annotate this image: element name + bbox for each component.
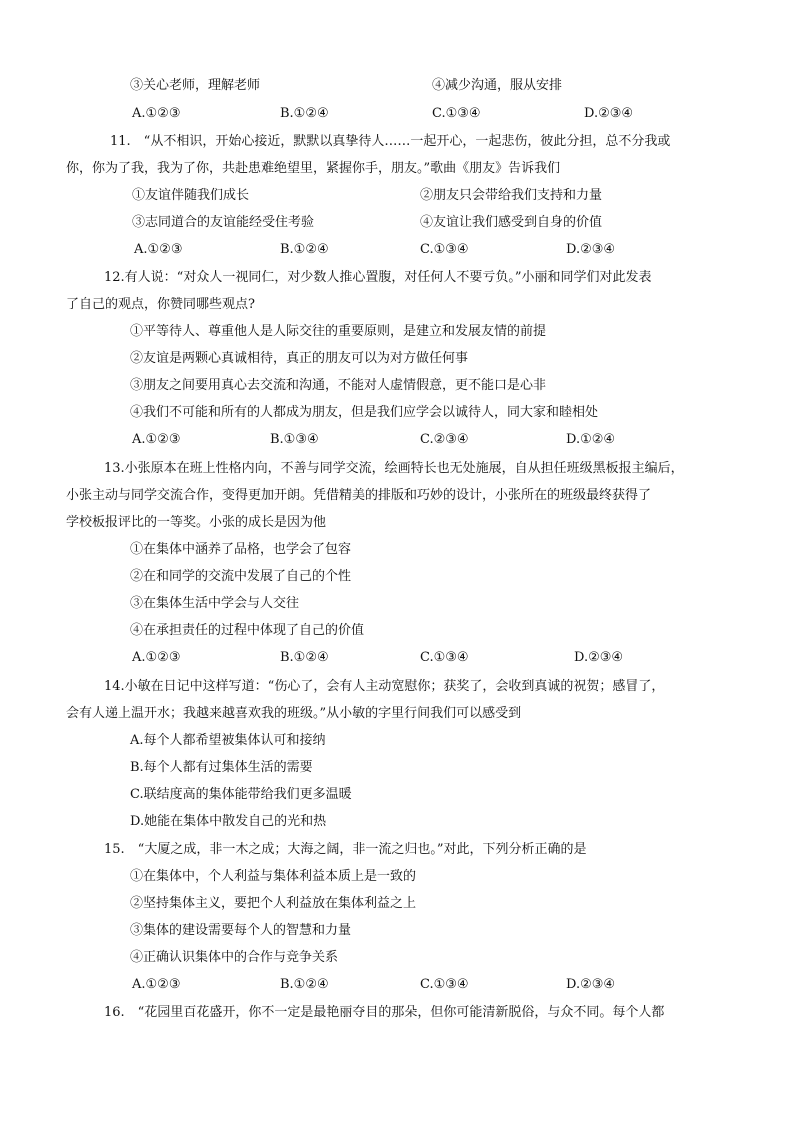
q10-option-d: D.②③④ [584,106,634,121]
q11-statement-1: ①友谊伴随我们成长 [132,188,250,203]
q13-stem-line-2: 小张主动与同学交流合作，变得更加开朗。凭借精美的排版和巧妙的设计，小张所在的班级最终获得了 [66,488,652,503]
q11-statement-2: ②朋友只会带给我们支持和力量 [420,188,603,203]
q13-option-a: A.①②③ [132,650,181,665]
q11-option-b: B.①②④ [280,242,329,257]
q12-option-c: C.②③④ [420,432,469,447]
q10-statement-3: ③关心老师，理解老师 [130,78,261,93]
q13-stem-line-1: 13.小张原本在班上性格内向，不善与同学交流，绘画特长也无处施展，自从担任班级黑板报主编后， [104,461,684,476]
q15-stem-line-1: 15. “大厦之成，非一木之成；大海之阔，非一流之归也。”对此，下列分析正确的是 [104,842,587,857]
q12-statement-1: ①平等待人、尊重他人是人际交往的重要原则，是建立和发展友情的前提 [130,324,547,339]
q14-choice-d: D.她能在集体中散发自己的光和热 [130,814,327,829]
q15-statement-3: ③集体的建设需要每个人的智慧和力量 [130,923,352,938]
q10-option-a: A.①②③ [132,106,181,121]
q10-option-b: B.①②④ [280,106,329,121]
q10-option-c: C.①③④ [432,106,481,121]
q11-option-d: D.②③④ [566,242,616,257]
q14-choice-a: A.每个人都希望被集体认可和接纳 [130,733,326,748]
q13-option-c: C.①③④ [420,650,469,665]
q12-statement-2: ②友谊是两颗心真诚相待，真正的朋友可以为对方做任何事 [130,351,469,366]
q14-choice-b: B.每个人都有过集体生活的需要 [130,760,313,775]
q12-statement-4: ④我们不可能和所有的人都成为朋友，但是我们应学会以诚待人，同大家和睦相处 [130,405,599,420]
q12-option-d: D.①②④ [566,432,616,447]
q12-stem-line-2: 了自己的观点，你赞同哪些观点? [66,297,255,312]
q12-option-a: A.①②③ [132,432,181,447]
q15-option-c: C.①③④ [420,977,469,992]
q15-statement-1: ①在集体中，个人利益与集体利益本质上是一致的 [130,869,417,884]
q15-option-d: D.②③④ [566,977,616,992]
q15-statement-2: ②坚持集体主义，要把个人利益放在集体利益之上 [130,896,417,911]
q15-option-a: A.①②③ [132,977,181,992]
q11-stem-line-2: 你，你为了我，我为了你，共赴患难绝望里，紧握你手，朋友。”歌曲《朋友》告诉我们 [66,161,561,176]
q11-statement-4: ④友谊让我们感受到自身的价值 [420,215,603,230]
q15-statement-4: ④正确认识集体中的合作与竞争关系 [130,950,339,965]
q12-option-b: B.①③④ [270,432,319,447]
q14-choice-c: C.联结度高的集体能带给我们更多温暖 [130,787,352,802]
q15-option-b: B.①②④ [280,977,329,992]
q16-stem-line-1: 16. “花园里百花盛开，你不一定是最艳丽夺目的那朵，但你可能清新脱俗，与众不同。每个人都 [104,1005,665,1020]
q13-option-d: D.②③④ [574,650,624,665]
q13-option-b: B.①②④ [280,650,329,665]
q11-option-c: C.①③④ [420,242,469,257]
q12-stem-line-1: 12.有人说：“对众人一视同仁，对少数人推心置腹，对任何人不要亏负。”小丽和同学们对此发表 [104,270,652,285]
q11-statement-3: ③志同道合的友谊能经受住考验 [132,215,315,230]
q11-option-a: A.①②③ [134,242,183,257]
q10-statement-4: ④减少沟通，服从安排 [432,78,563,93]
q11-stem-line-1: 11. “从不相识，开始心接近，默默以真挚待人……一起开心，一起悲伤，彼此分担，总不分我或 [110,134,671,149]
q14-stem-line-1: 14.小敏在日记中这样写道：“伤心了，会有人主动宽慰你；获奖了，会收到真诚的祝贺；感冒了， [104,679,665,694]
q13-statement-1: ①在集体中涵养了品格，也学会了包容 [130,542,352,557]
q14-stem-line-2: 会有人递上温开水；我越来越喜欢我的班级。”从小敏的字里行间我们可以感受到 [66,706,522,721]
q13-statement-2: ②在和同学的交流中发展了自己的个性 [130,569,352,584]
q13-stem-line-3: 学校板报评比的一等奖。小张的成长是因为他 [66,515,327,530]
q13-statement-3: ③在集体生活中学会与人交往 [130,596,300,611]
q12-statement-3: ③朋友之间要用真心去交流和沟通，不能对人虚情假意，更不能口是心非 [130,378,547,393]
q13-statement-4: ④在承担责任的过程中体现了自己的价值 [130,623,365,638]
